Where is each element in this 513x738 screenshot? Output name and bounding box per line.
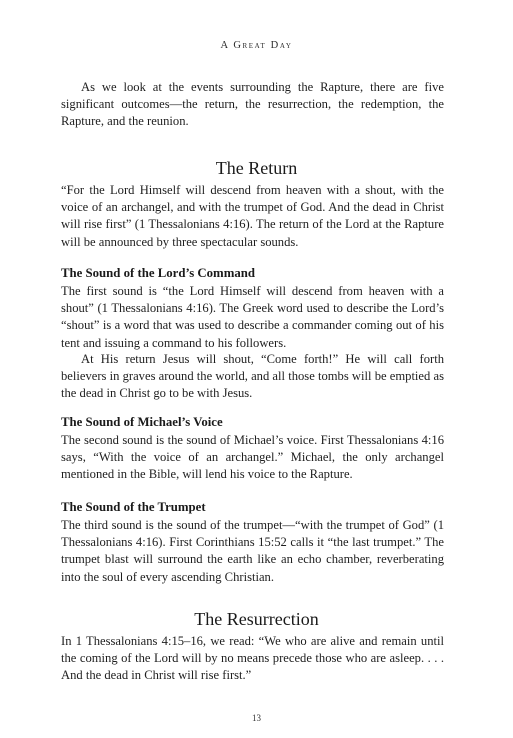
page-number: 13 [252, 713, 261, 723]
subheading-lords-command: The Sound of the Lord’s Command [61, 266, 256, 280]
michaels-voice-paragraph: The second sound is the sound of Michael’s voice. First Thessalonians 4:16 says, “With the voice of an archangel.” Michael, the only archangel mentioned in the Bible, will lend his voice to the Rapture. [61, 433, 444, 482]
resurrection-paragraph: In 1 Thessalonians 4:15–16, we read: “We who are alive and remain until the coming of the Lord will by no means precede those who are asleep. . . . And the dead in Christ will rise first.” [61, 634, 444, 683]
return-paragraph: “For the Lord Himself will descend from heaven with a shout, with the voice of an archangel, and with the trumpet of God. And the dead in Christ will rise first” (1 Thessalonians 4:16). The return of the Lord at the Rapture will be announced by three spectacular sounds. [61, 183, 444, 249]
subheading-michaels-voice: The Sound of Michael’s Voice [61, 415, 223, 429]
subheading-trumpet: The Sound of the Trumpet [61, 500, 206, 514]
intro-paragraph: As we look at the events surrounding the Rapture, there are five significant outcomes—the return, the resurrection, the redemption, the Rapture, and the reunion. [61, 80, 444, 129]
running-head: A Great Day [220, 40, 293, 51]
lords-command-paragraph-2: At His return Jesus will shout, “Come forth!” He will call forth believers in graves around the world, and all those tombs will be emptied as the dead in Christ go to be with Jesus. [61, 352, 444, 401]
section-heading-resurrection: The Resurrection [194, 609, 319, 629]
trumpet-paragraph: The third sound is the sound of the trumpet—“with the trumpet of God” (1 Thessalonians 4:16). First Corinthians 15:52 calls it “the last trumpet.” The trumpet blast will surround the earth like an echo chamber, reverberating into the soul of every ascending Christian. [61, 518, 444, 584]
section-heading-return: The Return [215, 158, 298, 178]
lords-command-paragraph-1: The first sound is “the Lord Himself will descend from heaven with a shout” (1 Thessalonians 4:16). The Greek word used to describe the Lord’s “shout” is a word that was used to describe a commander coming out of his tent and issuing a command to his followers. [61, 284, 444, 350]
